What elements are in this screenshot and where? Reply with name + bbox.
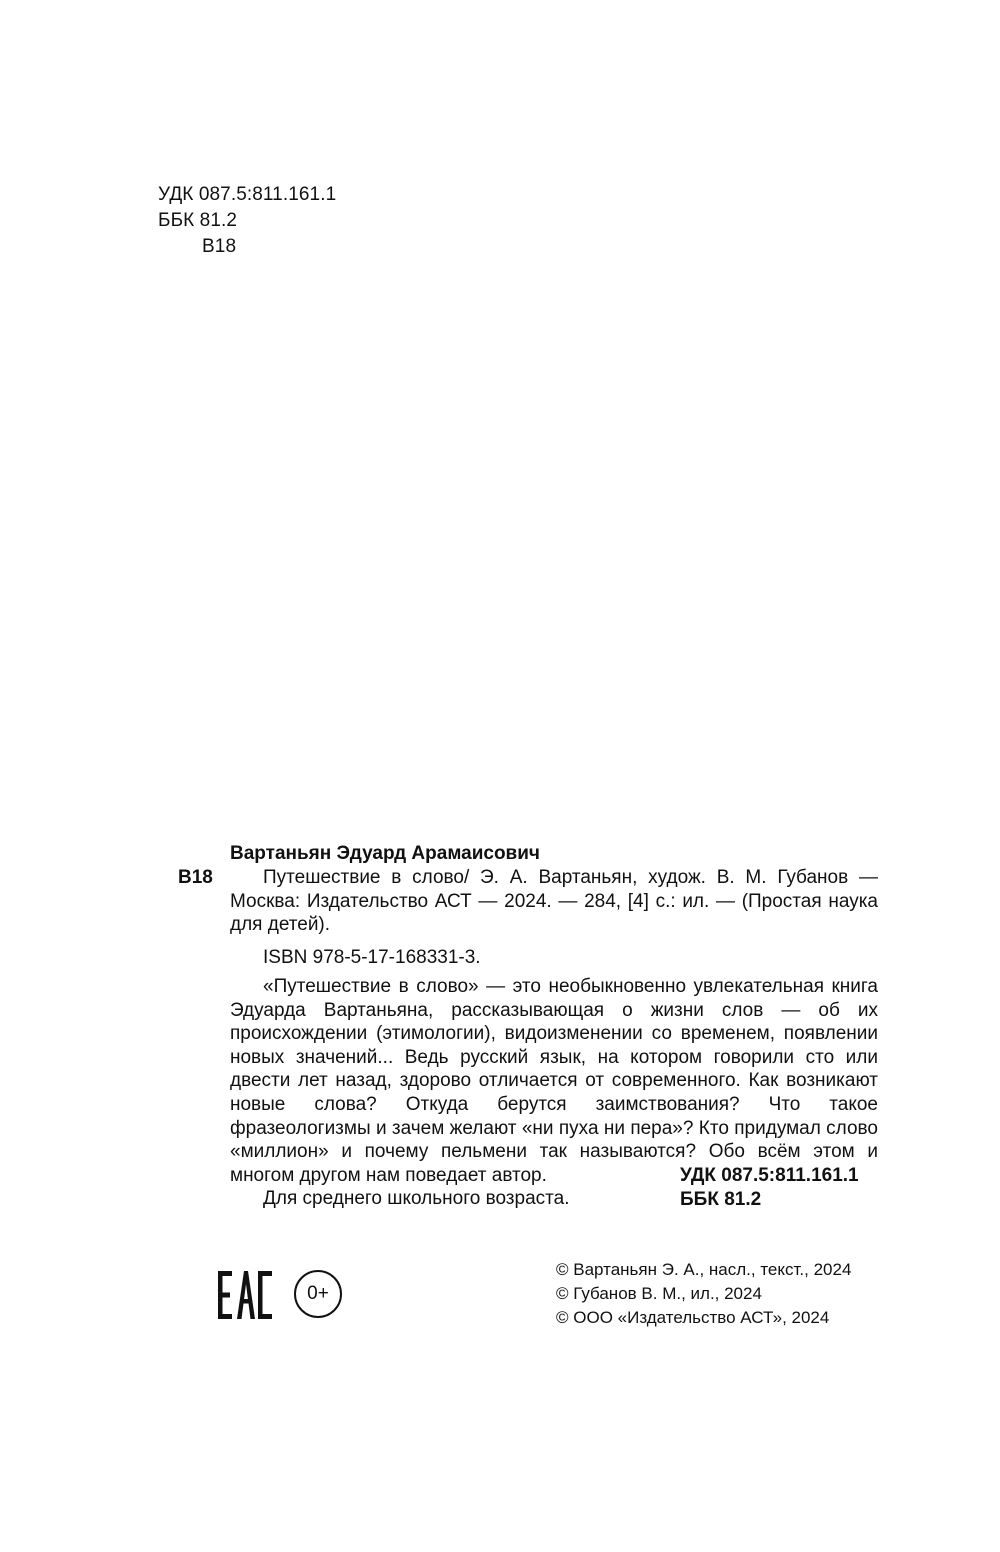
copyright-line: © Вартаньян Э. А., насл., текст., 2024 [556, 1260, 852, 1279]
catalog-udk: УДК 087.5:811.161.1 [680, 1165, 859, 1186]
copyright-line: © ООО «Издательство АСТ», 2024 [556, 1308, 830, 1327]
eac-logo-icon [218, 1271, 272, 1319]
catalog-author-mark: В18 [178, 867, 213, 888]
bbk-code: ББК 81.2 [158, 210, 238, 231]
isbn: ISBN 978-5-17-168331-3. [263, 947, 481, 968]
bibliographic-description: Путешествие в слово/ Э. А. Вартаньян, худож. В. М. Губанов — Москва: Издательство АСТ — 2024. — 284, [4] с.: ил. — (Простая наука для детей). [230, 867, 878, 936]
udk-code: УДК 087.5:811.161.1 [158, 184, 337, 205]
copyright-block [556, 1258, 851, 1330]
catalog-bbk: ББК 81.2 [680, 1189, 762, 1210]
header-classification-codes [158, 182, 336, 260]
catalog-author: Вартаньян Эдуард Арамаисович [230, 843, 540, 864]
copyright-line: © Губанов В. М., ил., 2024 [556, 1284, 762, 1303]
certification-marks [218, 1268, 358, 1328]
age-audience: Для среднего школьного возраста. [263, 1188, 570, 1210]
age-rating-badge: 0+ [294, 1270, 342, 1318]
annotation-text: «Путешествие в слово» — это необыкновенно увлекательная книга Эдуарда Вартаньяна, рассказывающая о жизни слов — об их происхождении (этимологии), видоизменении со временем, появлении новых значений... Ведь русский язык, на котором говорили сто или двести лет назад, здорово отличается от современного. Как возникают новые слова? Откуда берутся заимствования? Что такое фразеологизмы и зачем желают «ни пуха ни пера»? Кто придумал слово «миллион» и почему пельмени так называются? Обо всём этом и многом другом нам поведает автор. [230, 976, 878, 1186]
author-mark: В18 [202, 236, 237, 257]
catalog-classification-codes [680, 1164, 859, 1212]
